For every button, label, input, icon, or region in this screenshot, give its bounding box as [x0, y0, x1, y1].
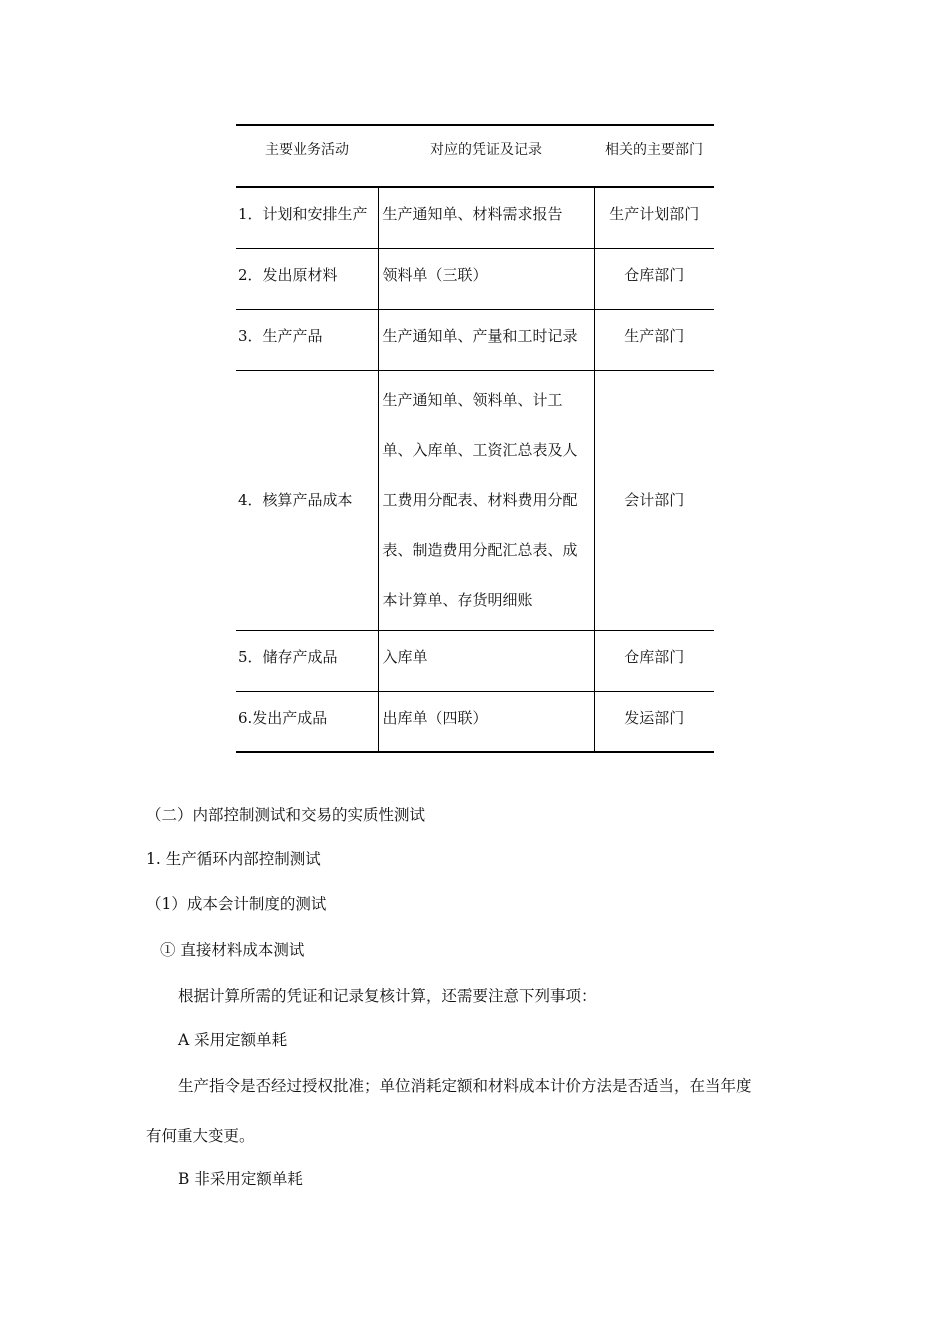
- item-b: B 非采用定额单耗: [178, 1170, 303, 1188]
- subheading-production-cycle: 1. 生产循环内部控制测试: [146, 850, 321, 868]
- department-cell: 生产计划部门: [594, 187, 714, 248]
- table-row: [236, 691, 714, 752]
- table-row: [236, 630, 714, 691]
- item-a: A 采用定额单耗: [178, 1031, 288, 1049]
- header-activity: 主要业务活动: [236, 125, 378, 187]
- department-cell: 发运部门: [594, 691, 714, 752]
- activity-cell: 4．核算产品成本: [236, 370, 378, 630]
- activity-cell: 6.发出产成品: [236, 691, 378, 752]
- department-cell: 会计部门: [594, 370, 714, 630]
- department-cell: 仓库部门: [594, 248, 714, 309]
- paragraph-line-1: 生产指令是否经过授权批准；单位消耗定额和材料成本计价方法是否适当，在当年度: [178, 1077, 752, 1095]
- documents-cell: 入库单: [378, 630, 594, 691]
- subheading-direct-material: ① 直接材料成本测试: [160, 941, 305, 959]
- table-row: [236, 187, 714, 248]
- table-header-row: [236, 125, 714, 187]
- documents-cell: 出库单（四联）: [378, 691, 594, 752]
- header-documents: 对应的凭证及记录: [378, 125, 594, 187]
- documents-cell: 生产通知单、领料单、计工单、入库单、工资汇总表及人工费用分配表、材料费用分配表、制造费用分配汇总表、成本计算单、存货明细账: [378, 370, 594, 630]
- department-cell: 生产部门: [594, 309, 714, 370]
- table-row: [236, 309, 714, 370]
- activity-cell: 1．计划和安排生产: [236, 187, 378, 248]
- table-row: [236, 248, 714, 309]
- business-activity-table: [236, 124, 714, 753]
- subheading-cost-accounting: （1）成本会计制度的测试: [146, 895, 327, 913]
- activity-cell: 3．生产产品: [236, 309, 378, 370]
- paragraph-intro: 根据计算所需的凭证和记录复核计算，还需要注意下列事项：: [178, 987, 597, 1005]
- department-cell: 仓库部门: [594, 630, 714, 691]
- section-heading: （二）内部控制测试和交易的实质性测试: [146, 806, 426, 824]
- table-row: [236, 370, 714, 630]
- header-department: 相关的主要部门: [594, 125, 714, 187]
- documents-cell: 生产通知单、产量和工时记录: [378, 309, 594, 370]
- activity-cell: 2．发出原材料: [236, 248, 378, 309]
- activity-cell: 5．储存产成品: [236, 630, 378, 691]
- paragraph-line-2: 有何重大变更。: [146, 1127, 255, 1145]
- documents-cell: 领料单（三联）: [378, 248, 594, 309]
- documents-cell: 生产通知单、材料需求报告: [378, 187, 594, 248]
